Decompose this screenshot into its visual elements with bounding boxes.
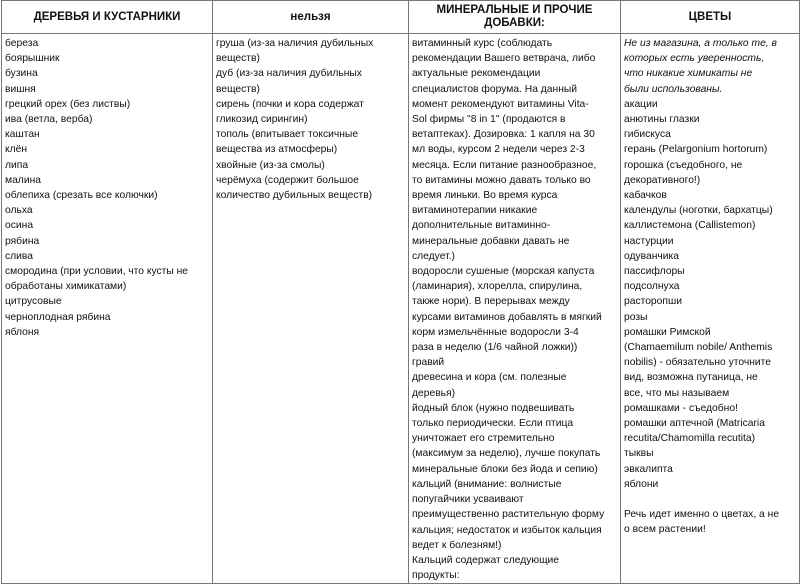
tree-item: цитрусовые [5,296,62,308]
tree-item: осина [5,220,34,232]
mineral-item: следует.) [412,250,455,262]
tree-item: липа [5,159,29,171]
plants-table [1,0,800,584]
tree-item: малина [5,174,41,186]
flower-item: декоративного!) [624,174,701,186]
flower-item: (Chamaemilum nobile/ Anthemis [624,342,773,354]
flowers-footer-line: о всем растении! [624,524,706,536]
mineral-item: (максимум за неделю), лучше покупать [412,448,601,460]
flower-item: эвкалипта [624,463,673,475]
forbidden-item: черёмуха (содержит большое [216,174,359,186]
content-row [2,34,800,584]
mineral-item: Sol фирмы "8 in 1" (продаются в [412,114,566,126]
header-flowers: ЦВЕТЫ [621,1,800,34]
flower-item: яблони [624,478,659,490]
header-minerals: МИНЕРАЛЬНЫЕ И ПРОЧИЕ ДОБАВКИ: [409,1,621,34]
mineral-item: минеральные добавки давать не [412,235,570,247]
forbidden-item: груша (из-за наличия дубильных [216,38,374,49]
forbidden-item: тополь (впитывает токсичные [216,129,359,141]
tree-item: боярышник [5,53,60,65]
mineral-item: только периодически. Если птица [412,418,574,430]
mineral-item: ведет к болезням!) [412,539,502,551]
tree-item: каштан [5,129,40,141]
forbidden-item: гликозид сирингин) [216,114,308,126]
flowers-column [621,34,800,584]
mineral-item: минеральные блоки без йода и сепию) [412,463,598,475]
mineral-item: время линьки. Во время курса [412,190,558,202]
tree-item: обработаны химикатами) [5,281,127,293]
tree-item: ольха [5,205,33,217]
forbidden-item: веществ) [216,53,260,65]
header-row [2,1,800,34]
flower-item: ромашки Римской [624,326,711,338]
flowers-note-line: Не из магазина, а только те, в [624,38,777,49]
minerals-column [409,34,621,584]
mineral-item: древесина и кора (см. полезные [412,372,567,384]
mineral-item: попугайчики усваивают [412,494,524,506]
flowers-note-line: которых есть уверенность, [624,53,765,65]
forbidden-item: хвойные (из-за смолы) [216,159,325,171]
mineral-item: кальция; недостаток и избыток кальция [412,524,602,536]
flower-item: расторопши [624,296,682,308]
forbidden-column [213,34,409,584]
mineral-item: рекомендации Вашего ветврача, либо [412,53,596,65]
flower-item: вид, возможна путаница, не [624,372,758,384]
tree-item: черноплодная рябина [5,311,111,323]
header-forbidden: нельзя [213,1,409,34]
mineral-item: мл воды, курсом 2 недели через 2-3 [412,144,585,156]
tree-item: бузина [5,68,38,80]
flowers-note-line: что никакие химикаты не [624,68,753,80]
flower-item: подсолнуха [624,281,680,293]
mineral-item: йодный блок (нужно подвешивать [412,402,575,414]
tree-item: яблоня [5,326,40,338]
tree-item: береза [5,38,39,49]
tree-item: облепиха (срезать все колючки) [5,190,158,202]
forbidden-item: дуб (из-за наличия дубильных [216,68,362,80]
flower-item: ромашки аптечной (Matricaria [624,418,765,430]
mineral-item: раза в неделю (1/6 чайной ложки)) [412,342,578,354]
flower-item: гибискуса [624,129,671,141]
mineral-item: курсами витаминов добавлять в мягкий [412,311,602,323]
forbidden-item: количество дубильных веществ) [216,190,373,202]
mineral-item: деревья) [412,387,456,399]
mineral-item: гравий [412,357,445,369]
mineral-item: кальций (внимание: волнистые [412,478,562,490]
tree-item: рябина [5,235,40,247]
mineral-item: корм измельчённые водоросли 3-4 [412,326,579,338]
forbidden-item: сирень (почки и кора содержат [216,98,364,110]
flower-item: герань (Pelargonium hortorum) [624,144,768,156]
forbidden-item: веществ) [216,83,260,95]
mineral-item: актуальные рекомендации [412,68,541,80]
flower-item: nobilis) - обязательно уточните [624,357,771,369]
flowers-note-line: были использованы. [624,83,723,95]
mineral-item: (ламинария), хлорелла, спирулина, [412,281,583,293]
flower-item: календулы (ноготки, бархатцы) [624,205,773,217]
mineral-item: продукты: [412,570,460,582]
tree-item: вишня [5,83,36,95]
spacer [624,492,796,507]
mineral-item: витаминный курс (соблюдать [412,38,553,49]
mineral-item: то витамины можно давать только во [412,174,591,186]
flowers-footer-line: Речь идет именно о цветах, а не [624,509,780,521]
trees-column [2,34,213,584]
tree-item: слива [5,250,33,262]
mineral-item: момент рекомендуют витамины Vita- [412,98,589,110]
flower-item: одуванчика [624,250,679,262]
forbidden-item: вещества из атмосферы) [216,144,338,156]
tree-item: смородина (при условии, что кусты не [5,266,189,278]
mineral-item: месяца. Если питание разнообразное, [412,159,597,171]
flower-item: настурции [624,235,674,247]
flower-item: recutita/Chamomilla recutita) [624,433,756,445]
header-trees: ДЕРЕВЬЯ И КУСТАРНИКИ [2,1,213,34]
mineral-item: преимущественно растительную форму [412,509,605,521]
flower-item: ромашками - съедобно! [624,402,738,414]
mineral-item: ветаптеках). Дозировка: 1 капля на 30 [412,129,595,141]
flower-item: каллистемона (Callistemon) [624,220,756,232]
flower-item: горошка (съедобного, не [624,159,743,171]
flower-item: анютины глазки [624,114,700,126]
tree-item: грецкий орех (без листвы) [5,98,131,110]
mineral-item: дополнительные витаминно- [412,220,551,232]
mineral-item: специалистов форума. На данный [412,83,578,95]
flower-item: акации [624,98,658,110]
flower-item: пассифлоры [624,266,685,278]
mineral-item: также нори). В перерывах между [412,296,570,308]
mineral-item: уничтожает его стремительно [412,433,555,445]
mineral-item: витаминотерапии никакие [412,205,538,217]
mineral-item: водоросли сушеные (морская капуста [412,266,595,278]
flower-item: все, что мы называем [624,387,730,399]
mineral-item: Кальций содержат следующие [412,554,560,566]
tree-item: ива (ветла, верба) [5,114,93,126]
flower-item: розы [624,311,648,323]
tree-item: клён [5,144,28,156]
flower-item: кабачков [624,190,667,202]
flower-item: тыквы [624,448,654,460]
